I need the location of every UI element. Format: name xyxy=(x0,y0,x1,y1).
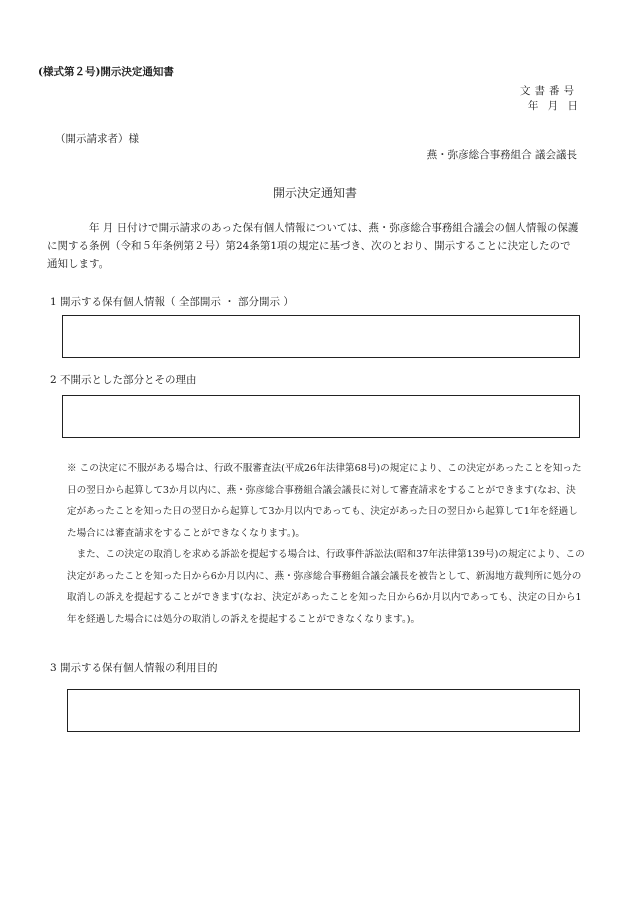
intro-paragraph: 年 月 日付けで開示請求のあった保有個人情報については、燕・弥彦総合事務組合議会の個人情報の保護に関する条例（令和５年条例第２号）第24条第1項の規定に基づき、次のとおり、開示することに決定したので通知します。 xyxy=(47,222,579,270)
section-2-label: 2 不開示とした部分とその理由 xyxy=(50,374,197,386)
section-3-box[interactable] xyxy=(67,689,580,732)
form-label: (様式第２号)開示決定通知書 xyxy=(38,66,174,78)
recipient-line: （開示請求者）様 xyxy=(55,133,139,145)
document-number-label: 文書番号 xyxy=(520,85,578,97)
document-title: 開示決定通知書 xyxy=(272,186,357,200)
section-1-box[interactable] xyxy=(62,315,580,358)
date-line: 年 月 日 xyxy=(527,100,578,112)
notes-block xyxy=(67,458,585,630)
section-1-label: 1 開示する保有個人情報（ 全部開示 ・ 部分開示 ） xyxy=(50,296,294,308)
note-paragraph-1: ※ この決定に不服がある場合は、行政不服審査法(平成26年法律第68号)の規定により、この決定があったことを知った日の翌日から起算して3か月以内に、燕・弥彦総合事務組合議会議長に対して審査請求をすることができます(なお、決定があったことを知った日の翌日から起算して3か月以内であっても、決定があった日の翌日から起算して1年を経過した場合には審査請求をすることができなくなります。)。 xyxy=(67,463,582,539)
sender-line: 燕・弥彦総合事務組合 議会議長 xyxy=(426,149,577,161)
note-paragraph-2: また、この決定の取消しを求める訴訟を提起する場合は、行政事件訴訟法(昭和37年法律第139号)の規定により、この決定があったことを知った日から6か月以内に、燕・弥彦総合事務組合議会議長を被告として、新潟地方裁判所に処分の取消しの訴えを提起することができます(なお、決定があったことを知った日から6か月以内であっても、決定の日から1年を経過した場合には処分の取消しの訴えを提起することができなくなります。)。 xyxy=(67,549,585,625)
section-3-label: 3 開示する保有個人情報の利用目的 xyxy=(50,662,218,674)
section-2-box[interactable] xyxy=(62,395,580,438)
